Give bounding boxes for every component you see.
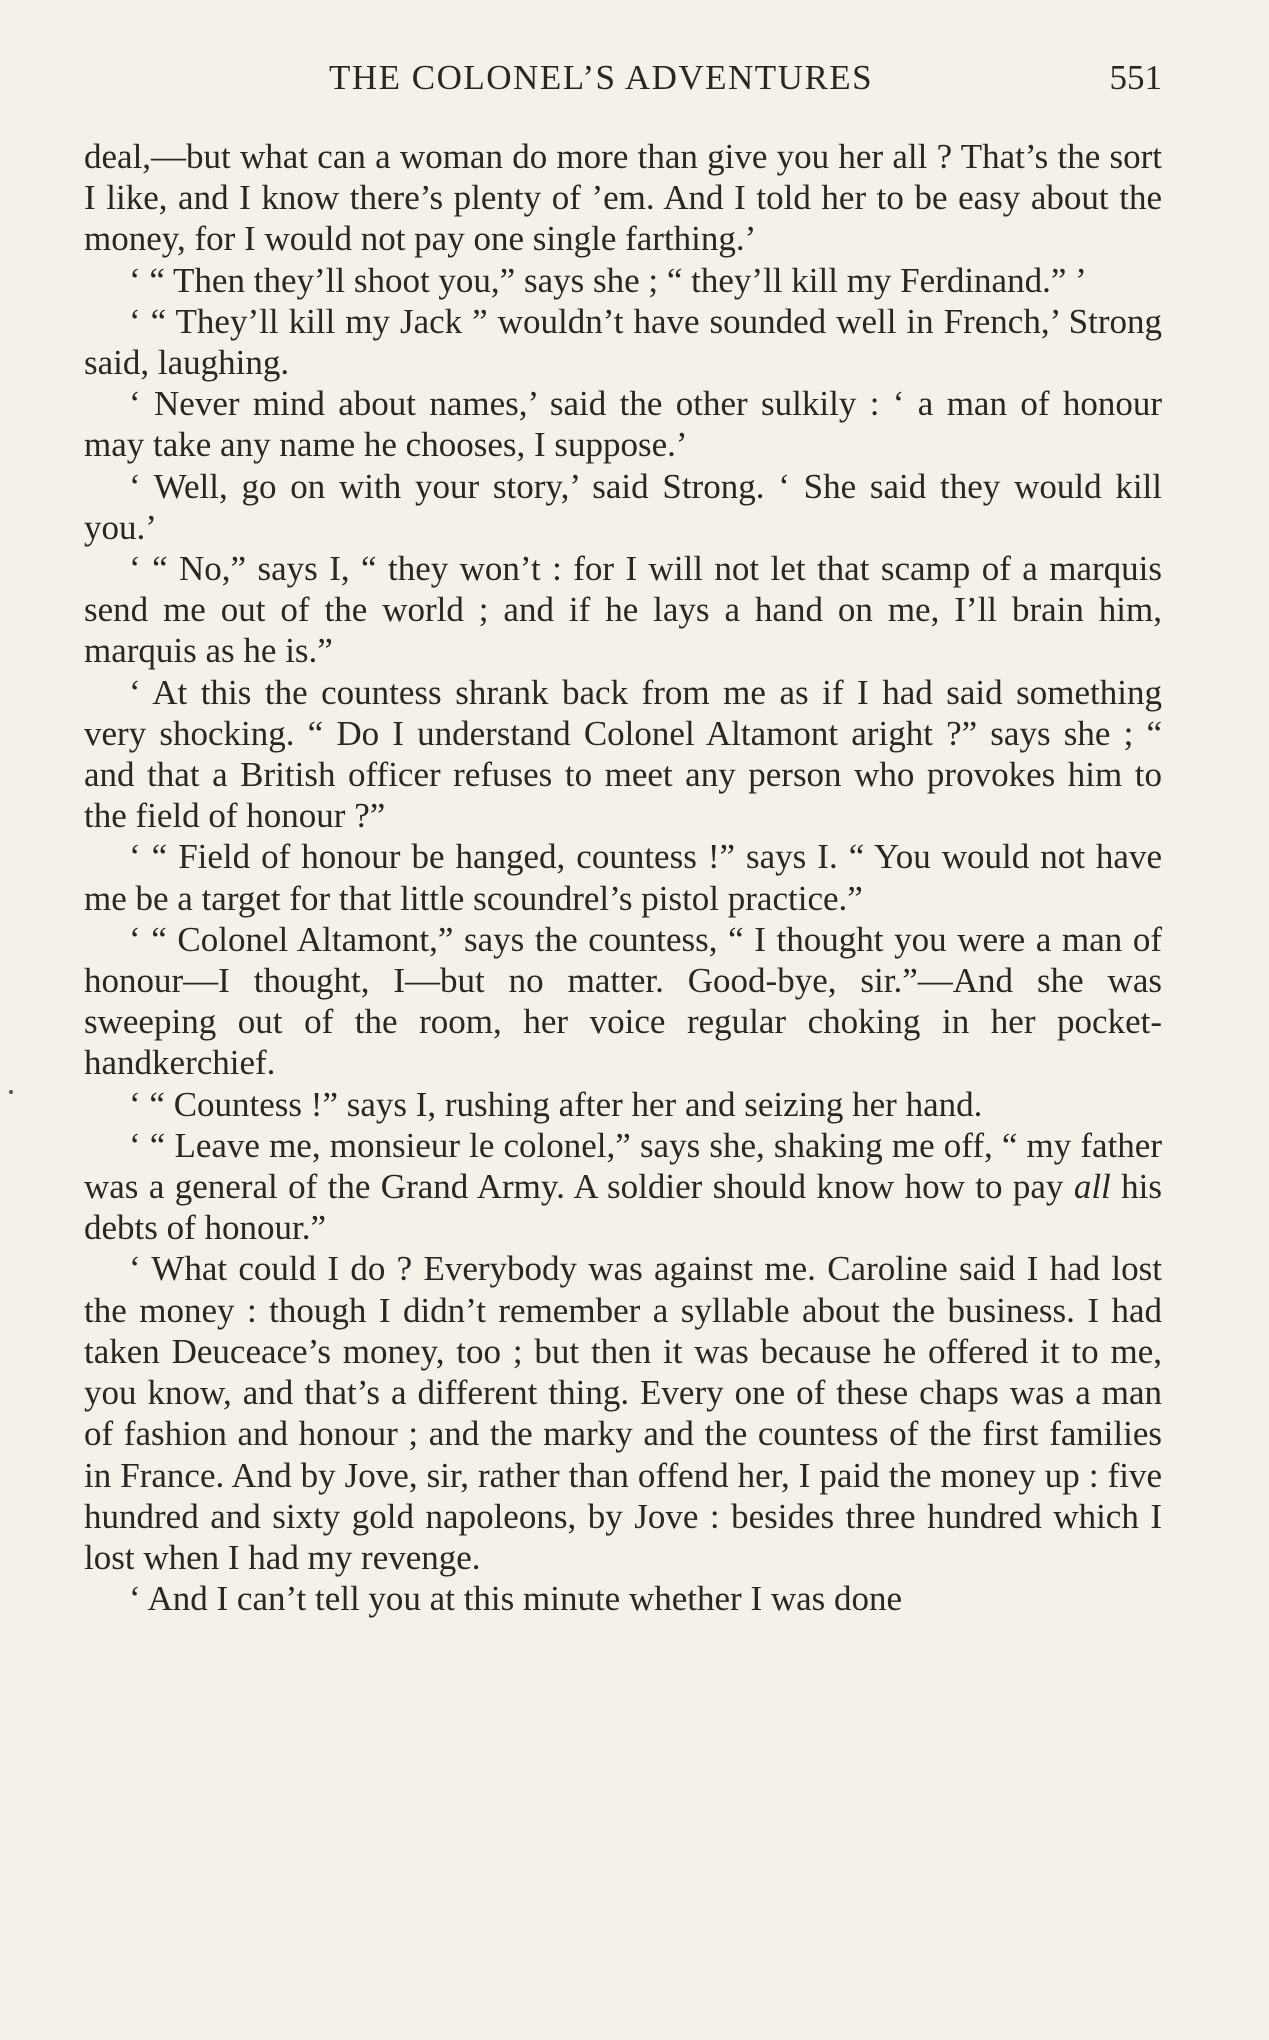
running-head: [84, 58, 1162, 108]
paragraph-text: his debts of honour.”: [84, 1167, 1162, 1248]
body-text: [84, 136, 1162, 1619]
paragraph: ‘ “ They’ll kill my Jack ” wouldn’t have sounded well in French,’ Strong said, laughing.: [84, 301, 1162, 383]
paragraph: ‘ “ Colonel Altamont,” says the countess, “ I thought you were a man of honour—I thought, I—but no matter. Good-bye, sir.”—And she was sweeping out of the room, her voice regular choking in her pocket-handkerchief.: [84, 919, 1162, 1083]
italic-emphasis: all: [1073, 1167, 1111, 1207]
paragraph: ‘ “ No,” says I, “ they won’t : for I will not let that scamp of a marquis send me out of the world ; and if he lays a hand on me, I’ll brain him, marquis as he is.”: [84, 549, 1162, 671]
paragraph: ‘ “ Field of honour be hanged, countess !” says I. “ You would not have me be a target for that little scoundrel’s pistol practice.”: [84, 837, 1162, 918]
paragraph: ‘ What could I do ? Everybody was against me. Caroline said I had lost the money : though I didn’t remember a syllable about the business. I had taken Deuceace’s money, too ; but then it was because he offered it to me, you know, and that’s a different thing. Every one of these chaps was a man of fashion and honour ; and the marky and the countess of the first families in France. And by Jove, sir, rather than offend her, I paid the money up : five hundred and sixty gold napoleons, by Jove : besides three hundred which I lost when I had my revenge.: [84, 1249, 1162, 1577]
paragraph: [84, 1125, 1162, 1249]
paragraph: ‘ “ Then they’ll shoot you,” says she ; “ they’ll kill my Ferdinand.” ’: [129, 260, 1087, 300]
running-title: THE COLONEL’S ADVENTURES: [329, 58, 874, 97]
paragraph-text: ‘ “ Leave me, monsieur le colonel,” says she, shaking me off, “ my father was a general of the Grand Army. A soldier should know how to pay: [84, 1125, 1162, 1207]
page-number: 551: [1109, 58, 1162, 97]
paragraph: ‘ At this the countess shrank back from me as if I had said something very shocking. “ Do I understand Colonel Altamont aright ?” says she ; “ and that a British officer refuses to meet any person who provokes him to the field of honour ?”: [84, 672, 1162, 836]
paragraph: ‘ Never mind about names,’ said the other sulkily : ‘ a man of honour may take any name he chooses, I suppose.’: [84, 384, 1162, 465]
paragraph: deal,—but what can a woman do more than give you her all ? That’s the sort I like, and I know there’s plenty of ’em. And I told her to be easy about the money, for I would not pay one single farthing.’: [84, 137, 1162, 259]
paragraph: ‘ Well, go on with your story,’ said Strong. ‘ She said they would kill you.’: [84, 466, 1162, 547]
paragraph: ‘ “ Countess !” says I, rushing after her and seizing her hand.: [129, 1084, 983, 1124]
paragraph: ‘ And I can’t tell you at this minute whether I was done: [129, 1579, 903, 1619]
ink-speck: [9, 1090, 13, 1094]
